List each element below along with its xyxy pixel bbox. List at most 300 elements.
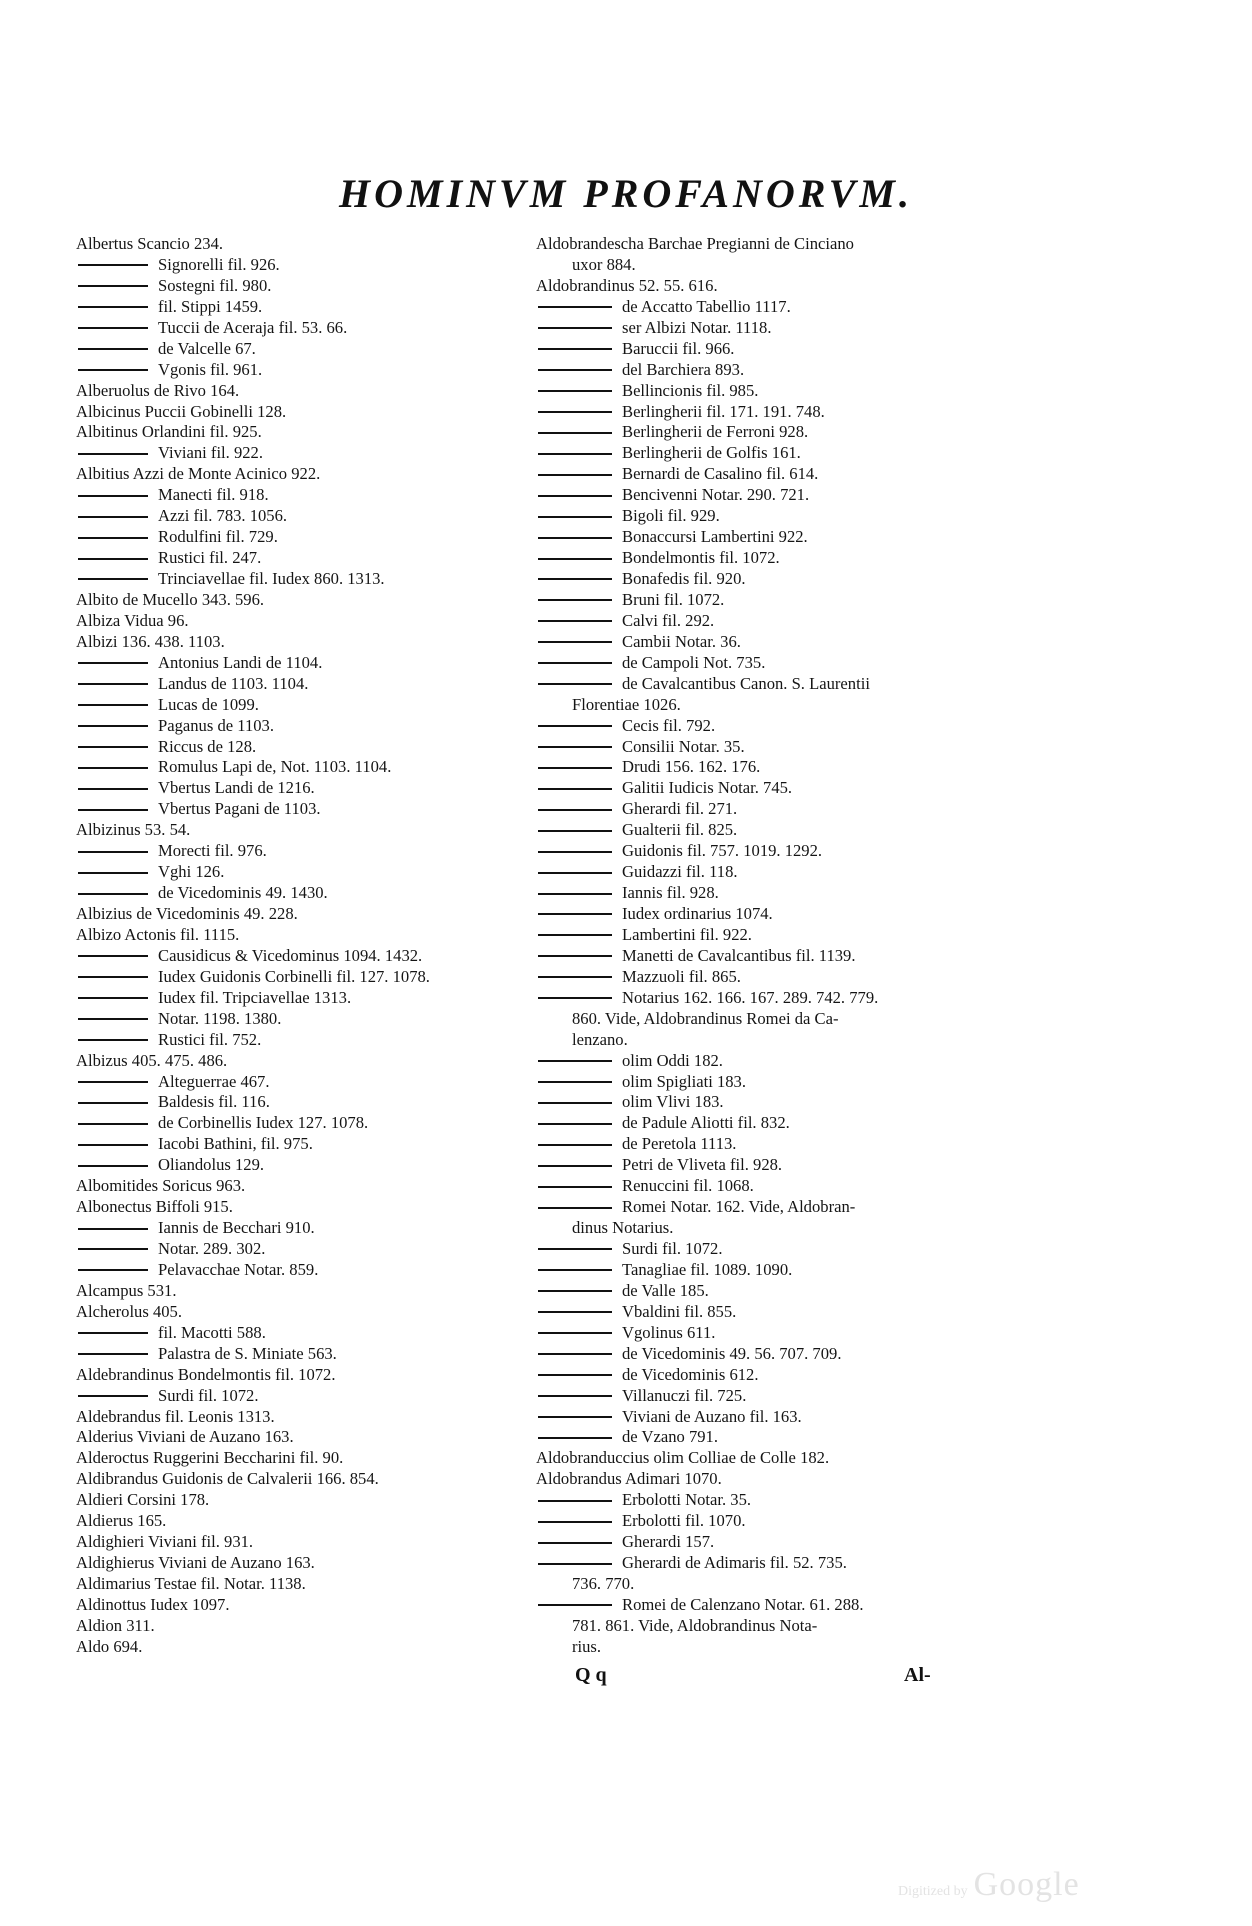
ditto-dash xyxy=(78,306,148,308)
entry-text: Aldobranduccius olim Colliae de Colle 182. xyxy=(536,1448,830,1468)
ditto-dash xyxy=(78,1123,148,1125)
ditto-dash xyxy=(538,411,612,413)
ditto-dash xyxy=(538,558,612,560)
index-column-left xyxy=(76,234,546,1658)
ditto-dash xyxy=(78,767,148,769)
index-entry xyxy=(536,1637,982,1658)
index-entry xyxy=(76,1553,546,1574)
entry-text: Rodulfini fil. 729. xyxy=(158,527,278,547)
index-entry xyxy=(76,1386,546,1407)
entry-text: Alderius Viviani de Auzano 163. xyxy=(76,1427,294,1447)
entry-text: Aldo 694. xyxy=(76,1636,143,1656)
ditto-dash xyxy=(78,1395,148,1397)
ditto-dash xyxy=(538,474,612,476)
entry-text: Alderoctus Ruggerini Beccharini fil. 90. xyxy=(76,1448,344,1468)
entry-text: Aldighierus Viviani de Auzano 163. xyxy=(76,1553,315,1573)
entry-text: Albizo Actonis fil. 1115. xyxy=(76,924,240,944)
entry-text: Viviani fil. 922. xyxy=(158,443,264,463)
index-entry xyxy=(536,695,982,716)
ditto-dash xyxy=(538,725,612,727)
ditto-dash xyxy=(538,516,612,518)
entry-text: Cambii Notar. 36. xyxy=(622,631,741,651)
ditto-dash xyxy=(78,578,148,580)
entry-text: olim Spigliati 183. xyxy=(622,1071,746,1091)
entry-text: Surdi fil. 1072. xyxy=(158,1385,259,1405)
index-entry xyxy=(536,297,982,318)
entry-text: Albomitides Soricus 963. xyxy=(76,1176,246,1196)
index-entry xyxy=(536,841,982,862)
ditto-dash xyxy=(78,851,148,853)
index-entry xyxy=(76,1469,546,1490)
index-entry xyxy=(76,799,546,820)
entry-text: Cecis fil. 792. xyxy=(622,715,716,735)
index-entry xyxy=(76,1365,546,1386)
entry-text: Iacobi Bathini, fil. 975. xyxy=(158,1134,313,1154)
index-entry xyxy=(76,1176,546,1197)
entry-text: Aldierus 165. xyxy=(76,1511,167,1531)
index-entry xyxy=(536,1574,982,1595)
index-entry xyxy=(76,1260,546,1281)
index-entry xyxy=(76,1532,546,1553)
index-column-right xyxy=(536,234,982,1658)
ditto-dash xyxy=(538,746,612,748)
entry-text: Tuccii de Aceraja fil. 53. 66. xyxy=(158,317,348,337)
ditto-dash xyxy=(78,1248,148,1250)
entry-text: Aldobrandescha Barchae Pregianni de Cinciano xyxy=(536,234,854,253)
index-entry xyxy=(536,1281,982,1302)
ditto-dash xyxy=(538,599,612,601)
index-entry xyxy=(76,1407,546,1428)
index-entry xyxy=(76,695,546,716)
entry-text: Baruccii fil. 966. xyxy=(622,338,735,358)
index-entry xyxy=(76,1239,546,1260)
index-entry xyxy=(76,1344,546,1365)
index-entry xyxy=(536,1030,982,1051)
entry-text: Aldebrandus fil. Leonis 1313. xyxy=(76,1406,275,1426)
entry-text: Albizi 136. 438. 1103. xyxy=(76,631,225,651)
entry-text: de Valcelle 67. xyxy=(158,338,256,358)
entry-text: Bencivenni Notar. 290. 721. xyxy=(622,485,810,505)
entry-text: Albertus Scancio 234. xyxy=(76,234,224,253)
entry-text: Iudex fil. Tripciavellae 1313. xyxy=(158,987,352,1007)
ditto-dash xyxy=(538,1437,612,1439)
index-entry xyxy=(536,1239,982,1260)
index-entry xyxy=(76,548,546,569)
index-entry xyxy=(536,904,982,925)
ditto-dash xyxy=(538,306,612,308)
index-entry xyxy=(536,1302,982,1323)
ditto-dash xyxy=(538,893,612,895)
entry-text: del Barchiera 893. xyxy=(622,359,745,379)
index-entry xyxy=(76,632,546,653)
ditto-dash xyxy=(78,809,148,811)
index-entry xyxy=(536,1386,982,1407)
index-entry xyxy=(76,1009,546,1030)
entry-text: Surdi fil. 1072. xyxy=(622,1239,723,1258)
ditto-dash xyxy=(538,537,612,539)
index-entry xyxy=(536,1532,982,1553)
ditto-dash xyxy=(538,1269,612,1271)
index-entry xyxy=(536,1407,982,1428)
entry-text: Florentiae 1026. xyxy=(572,694,681,714)
ditto-dash xyxy=(78,537,148,539)
entry-text: Calvi fil. 292. xyxy=(622,610,715,630)
entry-text: de Peretola 1113. xyxy=(622,1134,737,1154)
entry-text: Albitius Azzi de Monte Acinico 922. xyxy=(76,464,321,484)
ditto-dash xyxy=(538,578,612,580)
index-entry xyxy=(536,925,982,946)
entry-text: Drudi 156. 162. 176. xyxy=(622,757,761,777)
index-entry xyxy=(76,569,546,590)
entry-text: 736. 770. xyxy=(572,1574,635,1593)
ditto-dash xyxy=(78,1228,148,1230)
ditto-dash xyxy=(78,704,148,706)
entry-text: Erbolotti Notar. 35. xyxy=(622,1490,752,1510)
index-entry xyxy=(76,1134,546,1155)
index-entry xyxy=(76,1113,546,1134)
index-entry xyxy=(76,1155,546,1176)
ditto-dash xyxy=(538,1500,612,1502)
entry-text: Tanagliae fil. 1089. 1090. xyxy=(622,1259,793,1279)
entry-text: Landus de 1103. 1104. xyxy=(158,673,309,693)
entry-text: Albonectus Biffoli 915. xyxy=(76,1197,233,1217)
index-entry xyxy=(76,590,546,611)
entry-text: Vbaldini fil. 855. xyxy=(622,1301,737,1321)
ditto-dash xyxy=(538,788,612,790)
ditto-dash xyxy=(538,872,612,874)
ditto-dash xyxy=(538,1186,612,1188)
index-entry xyxy=(76,422,546,443)
index-entry xyxy=(76,1092,546,1113)
entry-text: Albizinus 53. 54. xyxy=(76,820,191,840)
entry-text: Berlingherii de Ferroni 928. xyxy=(622,422,809,442)
entry-text: Morecti fil. 976. xyxy=(158,841,267,861)
ditto-dash xyxy=(538,809,612,811)
ditto-dash xyxy=(78,516,148,518)
entry-text: Albizius de Vicedominis 49. 228. xyxy=(76,904,298,923)
index-entry xyxy=(536,1427,982,1448)
entry-text: Albizus 405. 475. 486. xyxy=(76,1050,228,1070)
ditto-dash xyxy=(538,1248,612,1250)
ditto-dash xyxy=(538,1353,612,1355)
entry-text: Vgonis fil. 961. xyxy=(158,359,263,379)
index-entry xyxy=(76,1511,546,1532)
ditto-dash xyxy=(538,1395,612,1397)
index-entry xyxy=(536,799,982,820)
entry-text: Guidonis fil. 757. 1019. 1292. xyxy=(622,841,823,861)
index-entry xyxy=(536,422,982,443)
entry-text: Rustici fil. 247. xyxy=(158,548,262,568)
entry-text: dinus Notarius. xyxy=(572,1218,674,1238)
index-entry xyxy=(536,234,982,255)
entry-text: olim Vlivi 183. xyxy=(622,1092,724,1112)
ditto-dash xyxy=(78,327,148,329)
ditto-dash xyxy=(538,1207,612,1209)
entry-text: Aldobrandinus 52. 55. 616. xyxy=(536,275,718,295)
index-entry xyxy=(76,883,546,904)
ditto-dash xyxy=(78,997,148,999)
ditto-dash xyxy=(78,369,148,371)
entry-text: Gherardi fil. 271. xyxy=(622,799,738,819)
entry-text: Iannis fil. 928. xyxy=(622,883,719,903)
index-entry xyxy=(536,883,982,904)
ditto-dash xyxy=(538,327,612,329)
ditto-dash xyxy=(538,641,612,643)
index-entry xyxy=(76,737,546,758)
index-entry xyxy=(536,485,982,506)
index-entry xyxy=(536,1072,982,1093)
index-entry xyxy=(76,381,546,402)
index-entry xyxy=(76,967,546,988)
ditto-dash xyxy=(78,558,148,560)
entry-text: Vgolinus 611. xyxy=(622,1322,716,1342)
index-entry xyxy=(76,988,546,1009)
ditto-dash xyxy=(538,767,612,769)
index-entry xyxy=(536,632,982,653)
index-entry xyxy=(536,1511,982,1532)
index-entry xyxy=(536,569,982,590)
entry-text: Consilii Notar. 35. xyxy=(622,736,745,756)
entry-text: de Vicedominis 49. 56. 707. 709. xyxy=(622,1343,842,1363)
index-entry xyxy=(536,946,982,967)
ditto-dash xyxy=(78,1039,148,1041)
index-entry xyxy=(76,402,546,423)
entry-text: de Cavalcantibus Canon. S. Laurentii xyxy=(622,673,870,693)
entry-text: Paganus de 1103. xyxy=(158,715,274,735)
entry-text: de Vicedominis 612. xyxy=(622,1364,759,1384)
index-entry xyxy=(536,590,982,611)
index-entry xyxy=(536,1113,982,1134)
ditto-dash xyxy=(538,1123,612,1125)
entry-text: Alteguerrae 467. xyxy=(158,1071,270,1091)
entry-text: Notar. 289. 302. xyxy=(158,1239,266,1258)
entry-text: Aldimarius Testae fil. Notar. 1138. xyxy=(76,1574,306,1593)
entry-text: uxor 884. xyxy=(572,254,636,274)
entry-text: Berlingherii de Golfis 161. xyxy=(622,443,801,463)
ditto-dash xyxy=(538,620,612,622)
entry-text: de Accatto Tabellio 1117. xyxy=(622,296,791,316)
entry-text: Galitii Iudicis Notar. 745. xyxy=(622,778,793,798)
ditto-dash xyxy=(78,955,148,957)
entry-text: Iudex Guidonis Corbinelli fil. 127. 1078. xyxy=(158,966,430,986)
entry-text: Trinciavellae fil. Iudex 860. 1313. xyxy=(158,569,385,588)
entry-text: fil. Stippi 1459. xyxy=(158,296,263,316)
index-entry xyxy=(536,1595,982,1616)
index-entry xyxy=(76,1448,546,1469)
entry-text: Petri de Vliveta fil. 928. xyxy=(622,1155,783,1175)
index-entry xyxy=(76,360,546,381)
index-entry xyxy=(536,653,982,674)
entry-text: Aldibrandus Guidonis de Calvalerii 166. 854. xyxy=(76,1469,379,1489)
index-entry xyxy=(536,527,982,548)
index-entry xyxy=(536,757,982,778)
index-entry xyxy=(76,339,546,360)
index-entry xyxy=(76,757,546,778)
entry-text: Aldinottus Iudex 1097. xyxy=(76,1594,230,1614)
index-entry xyxy=(536,716,982,737)
index-entry xyxy=(76,1427,546,1448)
entry-text: Alberuolus de Rivo 164. xyxy=(76,380,240,400)
index-entry xyxy=(536,506,982,527)
entry-text: Palastra de S. Miniate 563. xyxy=(158,1343,337,1363)
entry-text: Antonius Landi de 1104. xyxy=(158,652,323,672)
index-entry xyxy=(536,820,982,841)
index-entry xyxy=(536,1009,982,1030)
index-entry xyxy=(76,1030,546,1051)
entry-text: Guidazzi fil. 118. xyxy=(622,862,738,882)
index-entry xyxy=(76,1302,546,1323)
index-entry xyxy=(536,1553,982,1574)
watermark-logo: Google xyxy=(973,1866,1080,1903)
ditto-dash xyxy=(538,934,612,936)
entry-text: fil. Macotti 588. xyxy=(158,1322,266,1342)
entry-text: de Vzano 791. xyxy=(622,1427,719,1447)
ditto-dash xyxy=(78,285,148,287)
entry-text: Gherardi de Adimaris fil. 52. 735. xyxy=(622,1553,847,1573)
entry-text: Oliandolus 129. xyxy=(158,1155,265,1175)
ditto-dash xyxy=(78,1018,148,1020)
entry-text: Aldebrandinus Bondelmontis fil. 1072. xyxy=(76,1364,336,1384)
ditto-dash xyxy=(538,1604,612,1606)
entry-text: Manetti de Cavalcantibus fil. 1139. xyxy=(622,945,856,965)
ditto-dash xyxy=(78,1332,148,1334)
entry-text: de Valle 185. xyxy=(622,1280,709,1300)
entry-text: Manecti fil. 918. xyxy=(158,485,269,505)
ditto-dash xyxy=(78,746,148,748)
entry-text: Albitinus Orlandini fil. 925. xyxy=(76,422,262,442)
entry-text: Bonaccursi Lambertini 922. xyxy=(622,527,808,547)
index-entry xyxy=(536,1051,982,1072)
entry-text: Iudex ordinarius 1074. xyxy=(622,904,773,923)
entry-text: Alcherolus 405. xyxy=(76,1301,182,1321)
entry-text: Vbertus Landi de 1216. xyxy=(158,778,315,798)
index-entry xyxy=(536,276,982,297)
index-entry xyxy=(76,862,546,883)
index-entry xyxy=(536,443,982,464)
index-entry xyxy=(76,1218,546,1239)
catchword: Al- xyxy=(904,1664,931,1686)
entry-text: Azzi fil. 783. 1056. xyxy=(158,506,288,526)
entry-text: Romulus Lapi de, Not. 1103. 1104. xyxy=(158,757,392,777)
ditto-dash xyxy=(538,662,612,664)
ditto-dash xyxy=(78,1269,148,1271)
ditto-dash xyxy=(78,495,148,497)
index-entry xyxy=(536,1197,982,1218)
ditto-dash xyxy=(78,348,148,350)
ditto-dash xyxy=(78,264,148,266)
entry-text: Mazzuoli fil. 865. xyxy=(622,966,741,986)
ditto-dash xyxy=(538,1521,612,1523)
entry-text: Aldighieri Viviani fil. 931. xyxy=(76,1532,254,1552)
index-entry xyxy=(76,1616,546,1637)
ditto-dash xyxy=(78,1081,148,1083)
ditto-dash xyxy=(538,1374,612,1376)
index-entry xyxy=(76,653,546,674)
entry-text: rius. xyxy=(572,1636,602,1656)
ditto-dash xyxy=(78,683,148,685)
ditto-dash xyxy=(78,1353,148,1355)
ditto-dash xyxy=(538,913,612,915)
entry-text: Bondelmontis fil. 1072. xyxy=(622,548,780,568)
index-entry xyxy=(536,674,982,695)
index-entry xyxy=(536,255,982,276)
ditto-dash xyxy=(538,1060,612,1062)
index-entry xyxy=(76,778,546,799)
index-entry xyxy=(76,443,546,464)
index-entry xyxy=(536,318,982,339)
index-entry xyxy=(76,255,546,276)
entry-text: de Corbinellis Iudex 127. 1078. xyxy=(158,1113,369,1133)
entry-text: Bonafedis fil. 920. xyxy=(622,569,746,588)
ditto-dash xyxy=(538,683,612,685)
ditto-dash xyxy=(538,1563,612,1565)
entry-text: de Padule Aliotti fil. 832. xyxy=(622,1113,790,1133)
ditto-dash xyxy=(538,976,612,978)
ditto-dash xyxy=(78,893,148,895)
index-entry xyxy=(76,1072,546,1093)
entry-text: Gualterii fil. 825. xyxy=(622,820,738,840)
entry-text: Bigoli fil. 929. xyxy=(622,506,720,526)
entry-text: de Campoli Not. 735. xyxy=(622,652,766,672)
index-entry xyxy=(76,1574,546,1595)
index-entry xyxy=(76,506,546,527)
ditto-dash xyxy=(538,1102,612,1104)
entry-text: Bruni fil. 1072. xyxy=(622,589,725,609)
entry-text: Notarius 162. 166. 167. 289. 742. 779. xyxy=(622,987,879,1007)
entry-text: Vbertus Pagani de 1103. xyxy=(158,799,321,819)
index-entry xyxy=(536,1616,982,1637)
index-entry xyxy=(536,967,982,988)
index-entry xyxy=(536,381,982,402)
entry-text: Vghi 126. xyxy=(158,862,225,882)
entry-text: Romei Notar. 162. Vide, Aldobran- xyxy=(622,1197,856,1217)
index-entry xyxy=(536,1323,982,1344)
ditto-dash xyxy=(538,1081,612,1083)
ditto-dash xyxy=(78,1144,148,1146)
ditto-dash xyxy=(538,1416,612,1418)
index-entry xyxy=(76,611,546,632)
ditto-dash xyxy=(538,495,612,497)
index-entry xyxy=(76,1637,546,1658)
index-entry xyxy=(76,904,546,925)
entry-text: olim Oddi 182. xyxy=(622,1050,723,1070)
index-entry xyxy=(76,485,546,506)
ditto-dash xyxy=(538,390,612,392)
entry-text: Lambertini fil. 922. xyxy=(622,924,752,944)
ditto-dash xyxy=(538,997,612,999)
ditto-dash xyxy=(78,662,148,664)
ditto-dash xyxy=(538,432,612,434)
index-entry xyxy=(536,1218,982,1239)
index-entry xyxy=(76,1490,546,1511)
ditto-dash xyxy=(78,1165,148,1167)
entry-text: Bellincionis fil. 985. xyxy=(622,380,759,400)
ditto-dash xyxy=(538,851,612,853)
entry-text: Albicinus Puccii Gobinelli 128. xyxy=(76,401,287,421)
index-entry xyxy=(76,946,546,967)
entry-text: Lucas de 1099. xyxy=(158,694,259,714)
page-title: HOMINVM PROFANORVM. xyxy=(339,171,913,216)
index-entry xyxy=(536,988,982,1009)
index-entry xyxy=(76,1595,546,1616)
index-entry xyxy=(536,464,982,485)
index-entry xyxy=(536,1448,982,1469)
ditto-dash xyxy=(78,872,148,874)
index-entry xyxy=(536,360,982,381)
ditto-dash xyxy=(538,1144,612,1146)
entry-text: Albito de Mucello 343. 596. xyxy=(76,589,265,609)
entry-text: lenzano. xyxy=(572,1029,628,1049)
